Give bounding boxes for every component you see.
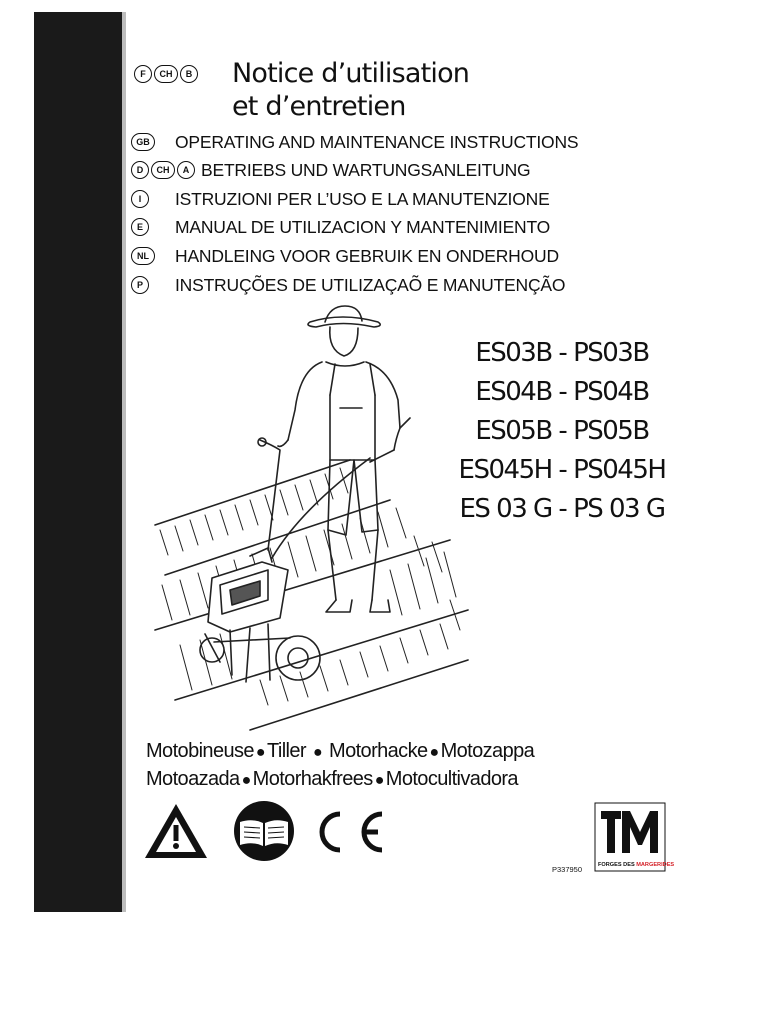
model-list — [452, 340, 672, 535]
model-line: ES03B - PS03B — [475, 338, 649, 368]
product-name: Tiller — [267, 740, 306, 762]
bullet-separator: ● — [429, 744, 439, 761]
bullet-separator: ● — [255, 744, 265, 761]
warning-icon — [145, 804, 207, 858]
badge-i: I — [131, 190, 149, 208]
language-text-nl: HANDLEING VOOR GEBRUIK EN ONDERHOUD — [175, 245, 559, 266]
model-line: ES04B - PS04B — [475, 377, 649, 407]
language-text-es: MANUAL DE UTILIZACION Y MANTENIMIENTO — [175, 216, 551, 237]
reference-number: P337950 — [552, 865, 583, 874]
language-row-de — [131, 159, 530, 181]
footer-icons — [144, 800, 394, 865]
product-names-line-1 — [146, 740, 534, 763]
sidebar-band — [34, 12, 122, 912]
language-text-de: BETRIEBS UND WARTUNGSANLEITUNG — [201, 159, 531, 180]
language-row-it — [131, 188, 550, 210]
bullet-separator: ● — [241, 772, 251, 789]
badge-e: E — [131, 218, 149, 236]
model-line: ES045H - PS045H — [458, 455, 666, 485]
badge-nl: NL — [131, 247, 155, 265]
logo-caption: FORGES DES MARGERIDES — [598, 862, 675, 868]
language-row-gb — [131, 131, 578, 153]
tiller-illustration — [150, 300, 470, 730]
ce-mark-icon — [322, 814, 382, 850]
model-line: ES 03 G - PS 03 G — [459, 494, 665, 524]
sidebar-shadow — [122, 12, 126, 912]
language-text-gb: OPERATING AND MAINTENANCE INSTRUCTIONS — [175, 131, 579, 152]
product-name: Motorhacke — [329, 740, 428, 762]
soil-hatching — [160, 468, 460, 705]
title-line-1: Notice d’utilisation — [232, 58, 470, 89]
badge-a: A — [177, 161, 195, 179]
title-line-2: et d’entretien — [232, 91, 406, 122]
product-name: Motozappa — [440, 740, 535, 762]
product-name: Motoazada — [146, 768, 240, 790]
badge-gb: GB — [131, 133, 155, 151]
badge-ch: CH — [151, 161, 175, 179]
title-language-badges — [134, 65, 198, 83]
product-name: Motocultivadora — [385, 768, 518, 790]
language-row-es — [131, 216, 550, 238]
badge-ch: CH — [154, 65, 178, 83]
language-row-pt — [131, 274, 565, 296]
model-line: ES05B - PS05B — [475, 416, 649, 446]
product-name: Motorhakfrees — [252, 768, 373, 790]
read-manual-icon — [234, 801, 294, 861]
badge-p: P — [131, 276, 149, 294]
badge-b: B — [180, 65, 198, 83]
bullet-separator: ● — [312, 744, 323, 761]
language-text-it: ISTRUZIONI PER L’USO E LA MANUTENZIONE — [175, 188, 550, 209]
tm-logo-icon — [594, 802, 675, 872]
language-text-pt: INSTRUÇÕES DE UTILIZAÇAÕ E MANUTENÇÃO — [175, 274, 566, 295]
product-name: Motobineuse — [146, 740, 254, 762]
language-row-nl — [131, 245, 559, 267]
product-names-line-2 — [146, 768, 518, 791]
bullet-separator: ● — [374, 772, 384, 789]
badge-d: D — [131, 161, 149, 179]
badge-f: F — [134, 65, 152, 83]
